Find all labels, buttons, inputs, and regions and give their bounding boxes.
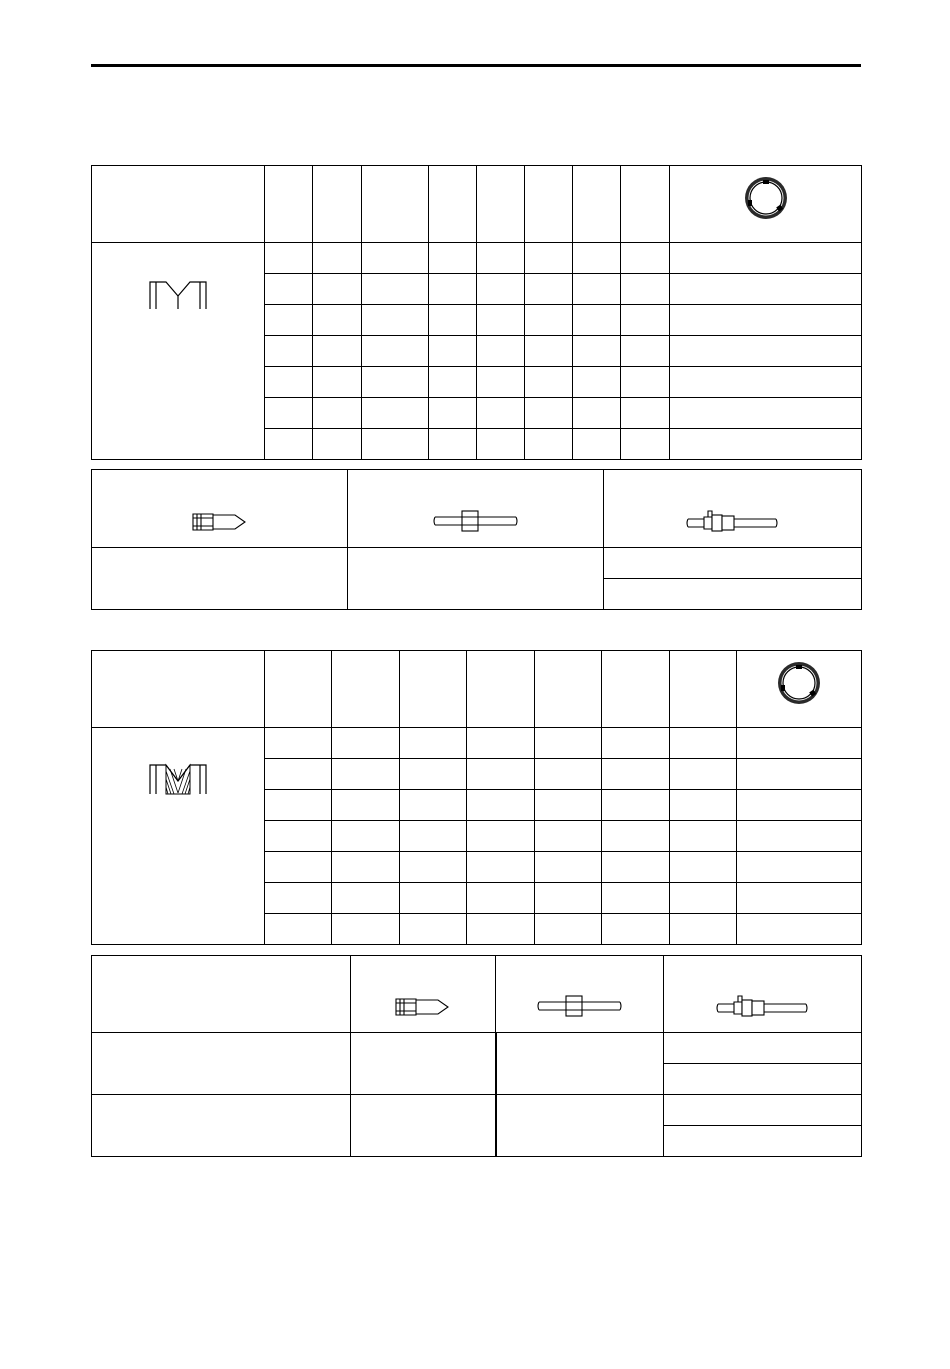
table-cell [737,790,862,821]
header-label [92,651,265,728]
table-cell [265,367,313,398]
table-cell [573,429,621,460]
header-col [477,166,525,243]
table-cell [525,274,573,305]
table-cell [535,883,602,914]
header-gauge-cell [737,651,862,728]
table-cell [351,1033,496,1095]
gauge-ring-icon [743,175,789,221]
table-cell [604,548,862,579]
table-cell [400,821,467,852]
table-cell [332,914,400,945]
header-col [400,651,467,728]
table-cell [477,305,525,336]
pin-header-label [92,956,351,1033]
table-cell [670,883,737,914]
table-cell [92,548,348,610]
table-cell [467,821,535,852]
table-cell [400,883,467,914]
table-cell [535,914,602,945]
table-header-row [92,651,862,728]
header-col [265,651,332,728]
table-cell [664,1095,862,1126]
table-cell [477,398,525,429]
header-col [362,166,429,243]
table-cell [477,336,525,367]
table-cell [265,821,332,852]
table-cell [535,728,602,759]
table-cell [92,1095,351,1157]
table-cell [429,398,477,429]
header-col [429,166,477,243]
table-cell [477,243,525,274]
table-row [92,1033,862,1064]
header-col [670,651,737,728]
table-cell [621,305,670,336]
table-cell [429,274,477,305]
table-cell [400,790,467,821]
table-cell [313,274,362,305]
table-cell [621,243,670,274]
table-cell [362,243,429,274]
table-cell [467,914,535,945]
table-cell [362,367,429,398]
table-cell [670,429,862,460]
table-cell [265,398,313,429]
table-cell [621,367,670,398]
table-cell [400,852,467,883]
table-cell [467,883,535,914]
table-cell [573,274,621,305]
table-cell [670,790,737,821]
table-cell [670,336,862,367]
table-cell [313,305,362,336]
table-cell [400,759,467,790]
header-col [573,166,621,243]
pin-header-row [92,956,862,1033]
table-cell [670,821,737,852]
table-cell [670,274,862,305]
table-cell [265,790,332,821]
table-cell [525,243,573,274]
table-cell [467,728,535,759]
rounded-plug-pin-icon [394,996,452,1018]
pin-table-1 [91,469,862,610]
table-cell [525,367,573,398]
table-cell [351,1095,496,1157]
table-cell [332,821,400,852]
table-cell [664,1126,862,1157]
top-rule [91,64,861,67]
pin-header-row [92,470,862,548]
table-cell [400,914,467,945]
table-cell [313,398,362,429]
table-cell [362,336,429,367]
table-cell [477,274,525,305]
table-cell [467,790,535,821]
table-cell [737,852,862,883]
table-cell [602,852,670,883]
table-header-row [92,166,862,243]
gauge-ring-icon [776,660,822,706]
table-cell [332,852,400,883]
table-cell [362,429,429,460]
table-cell [670,398,862,429]
table-cell [313,243,362,274]
header-col [535,651,602,728]
table-cell [670,914,737,945]
pin-icon-cell [604,470,862,548]
table-cell [348,548,604,610]
table-cell [265,728,332,759]
table-cell [670,305,862,336]
table-cell [602,821,670,852]
table-cell [737,759,862,790]
hooked-rod-pin-icon [686,509,780,535]
table-cell [737,728,862,759]
table-cell [313,336,362,367]
pin-icon-cell [92,470,348,548]
table-cell [362,274,429,305]
spec-table-1 [91,165,862,460]
table-cell [737,883,862,914]
rounded-plug-pin-icon [191,511,249,533]
table-cell [737,821,862,852]
die-profile-cell [92,728,265,945]
table-cell [313,429,362,460]
table-cell [467,759,535,790]
open-die-profile-icon [148,280,208,310]
table-cell [525,336,573,367]
table-cell [621,336,670,367]
table-cell [332,728,400,759]
table-cell [602,790,670,821]
table-cell [535,821,602,852]
collared-rod-pin-icon [536,994,624,1018]
table-cell [362,305,429,336]
table-cell [332,759,400,790]
table-cell [602,728,670,759]
table-cell [525,398,573,429]
header-col [525,166,573,243]
table-cell [429,336,477,367]
table-cell [573,367,621,398]
table-cell [602,883,670,914]
table-cell [621,398,670,429]
header-col [602,651,670,728]
header-col [265,166,313,243]
table-cell [573,398,621,429]
table-cell [535,852,602,883]
table-cell [525,429,573,460]
table-cell [670,367,862,398]
table-cell [573,305,621,336]
table-row [92,243,862,274]
pin-table-2 [91,955,862,1157]
table-cell [313,367,362,398]
table-cell [496,1095,664,1157]
collared-rod-pin-icon [432,509,520,533]
table-cell [496,1033,664,1095]
hatched-die-profile-icon [148,763,208,795]
table-cell [400,728,467,759]
header-col [621,166,670,243]
spec-table-2 [91,650,862,945]
table-cell [265,305,313,336]
table-cell [670,852,737,883]
table-cell [467,852,535,883]
table-row [92,728,862,759]
table-cell [429,429,477,460]
table-cell [604,579,862,610]
table-row [92,1095,862,1126]
table-cell [535,759,602,790]
pin-icon-cell [496,956,664,1033]
header-col [313,166,362,243]
hooked-rod-pin-icon [716,994,810,1020]
table-cell [602,914,670,945]
table-cell [573,243,621,274]
table-cell [670,243,862,274]
pin-icon-cell [351,956,496,1033]
table-cell [265,336,313,367]
table-cell [535,790,602,821]
table-row [92,548,862,579]
table-cell [92,1033,351,1095]
table-cell [332,790,400,821]
table-cell [477,429,525,460]
table-cell [621,274,670,305]
table-cell [429,243,477,274]
table-cell [573,336,621,367]
header-col [467,651,535,728]
table-cell [477,367,525,398]
table-cell [429,305,477,336]
header-col [332,651,400,728]
table-cell [265,759,332,790]
table-cell [332,883,400,914]
pin-icon-cell [664,956,862,1033]
table-cell [525,305,573,336]
table-cell [362,398,429,429]
table-cell [670,728,737,759]
die-profile-cell [92,243,265,460]
table-cell [670,759,737,790]
table-cell [265,274,313,305]
table-cell [265,852,332,883]
table-cell [265,914,332,945]
table-cell [621,429,670,460]
pin-icon-cell [348,470,604,548]
table-cell [265,243,313,274]
table-cell [664,1064,862,1095]
header-gauge-cell [670,166,862,243]
table-cell [602,759,670,790]
table-cell [265,429,313,460]
table-cell [429,367,477,398]
table-cell [265,883,332,914]
table-cell [737,914,862,945]
header-label [92,166,265,243]
table-cell [664,1033,862,1064]
